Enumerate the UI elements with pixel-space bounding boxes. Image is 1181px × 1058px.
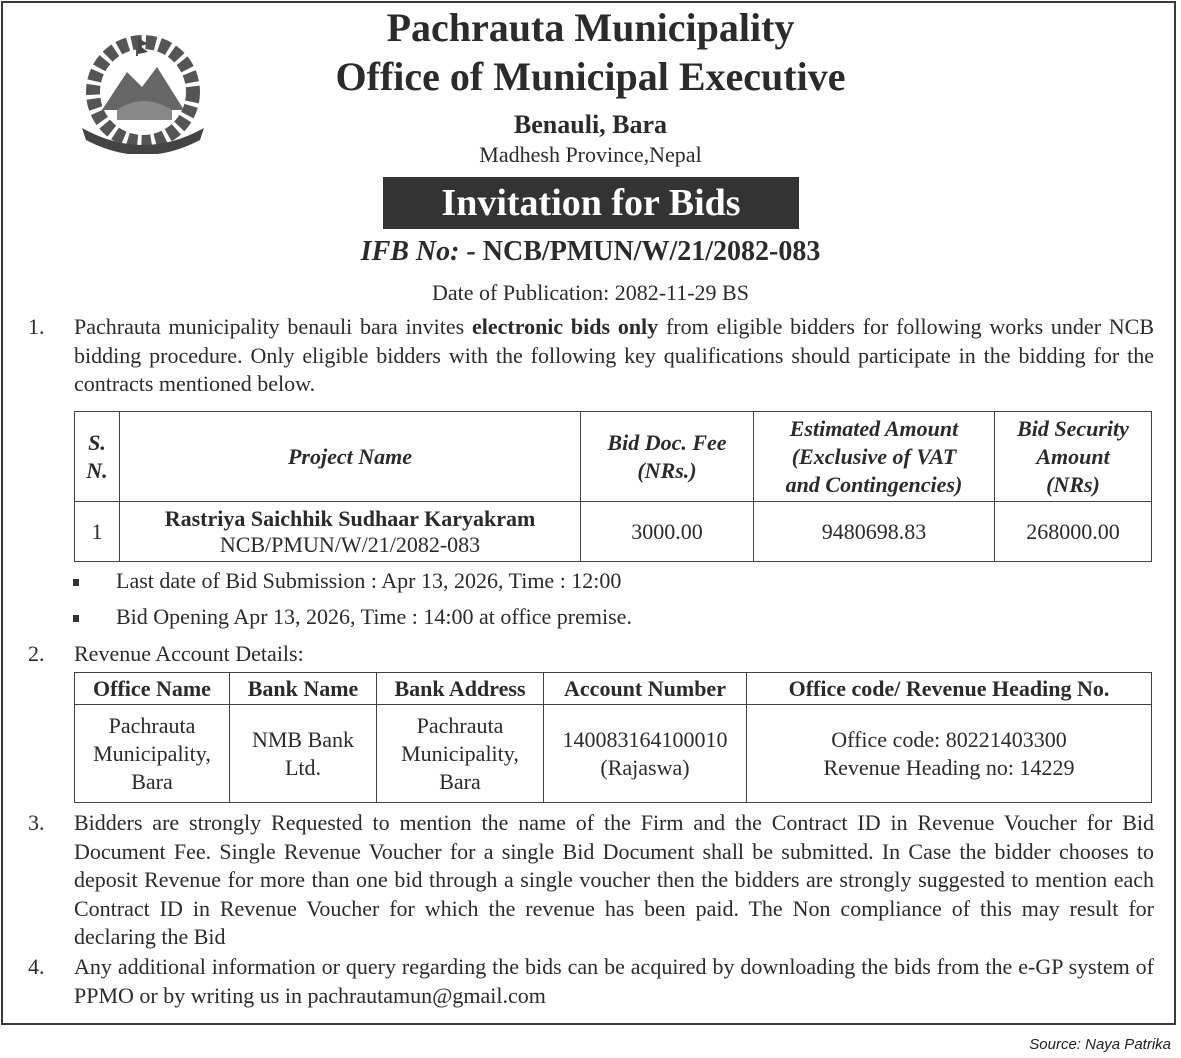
col-office-name: Office Name <box>75 673 230 705</box>
item-number: 2. <box>28 641 45 666</box>
table-header-row <box>75 412 1152 502</box>
item-4-text: Any additional information or query regarding the bids can be acquired by downloading the bids from the e-GP system of PPMO or by writing us in pachrautamun@gmail.com <box>74 954 1154 1008</box>
cell-estimated-amount: 9480698.83 <box>754 502 995 562</box>
publication-date: Date of Publication: 2082-11-29 BS <box>432 280 749 305</box>
bullet-submission-deadline: Last date of Bid Submission : Apr 13, 2026, Time : 12:00 <box>73 567 621 595</box>
ifb-number-line <box>0 236 1181 268</box>
ifb-label: IFB No: - <box>360 236 476 267</box>
bullet-icon <box>73 615 79 622</box>
cell-account-number: 140083164100010 (Rajaswa) <box>544 705 747 803</box>
emphasis-text: electronic bids only <box>471 314 659 339</box>
cell-office-name: Pachrauta Municipality, Bara <box>75 705 230 803</box>
cell-bank-address: Pachrauta Municipality, Bara <box>377 705 544 803</box>
item-3-text: Bidders are strongly Requested to mention the name of the Firm and the Contract ID in Revenue Voucher for Bid Document Fee. Single Revenue Voucher for a single Bid Document shall be submitted. In Case the bidder chooses to deposit Revenue for more than one bid through a single voucher then the bidders are strongly suggested to mention each Contract ID in Revenue Voucher for which the revenue has been paid. The Non compliance of this may result for declaring the Bid <box>74 810 1154 949</box>
col-account-number: Account Number <box>544 673 747 705</box>
col-estimated-amount: Estimated Amount (Exclusive of VAT and Contingencies) <box>754 412 995 502</box>
ifb-number: NCB/PMUN/W/21/2082-083 <box>482 236 821 267</box>
col-project-name: Project Name <box>120 412 581 502</box>
col-office-code: Office code/ Revenue Heading No. <box>747 673 1152 705</box>
col-bank-name: Bank Name <box>230 673 377 705</box>
item-1-text: Pachrauta municipality benauli bara invites electronic bids only from eligible bidders for following works under NCB bidding procedure. Only eligible bidders with the following key qualifications should participate in the bidding for the contracts mentioned below. <box>74 314 1154 396</box>
col-bid-doc-fee: Bid Doc. Fee (NRs.) <box>581 412 754 502</box>
item-number: 3. <box>28 810 45 835</box>
province-line: Madhesh Province,Nepal <box>479 142 702 167</box>
col-bid-security: Bid Security Amount (NRs) <box>995 412 1152 502</box>
office-title: Office of Municipal Executive <box>335 54 846 99</box>
municipality-title: Pachrauta Municipality <box>386 5 795 50</box>
source-credit: Source: Naya Patrika <box>1029 1036 1171 1053</box>
revenue-account-table <box>74 672 1152 803</box>
item-number: 1. <box>28 314 45 339</box>
cell-bid-doc-fee: 3000.00 <box>581 502 754 562</box>
item-2-text: Revenue Account Details: <box>74 641 304 666</box>
table-row <box>75 502 1152 562</box>
cell-project: Rastriya Saichhik Sudhaar Karyakram NCB/PMUN/W/21/2082-083 <box>120 502 581 562</box>
bullet-icon <box>73 579 79 586</box>
cell-bid-security: 268000.00 <box>995 502 1152 562</box>
bullet-bid-opening: Bid Opening Apr 13, 2026, Time : 14:00 at office premise. <box>73 603 632 631</box>
table-header-row <box>75 673 1152 705</box>
location-line: Benauli, Bara <box>513 110 668 139</box>
notice-banner: Invitation for Bids <box>383 177 799 229</box>
col-sn: S. N. <box>75 412 120 502</box>
cell-bank-name: NMB Bank Ltd. <box>230 705 377 803</box>
item-number: 4. <box>28 954 45 979</box>
bids-table <box>74 411 1152 562</box>
cell-sn: 1 <box>75 502 120 562</box>
cell-office-code: Office code: 80221403300 Revenue Heading no: 14229 <box>747 705 1152 803</box>
table-row <box>75 705 1152 803</box>
col-bank-address: Bank Address <box>377 673 544 705</box>
